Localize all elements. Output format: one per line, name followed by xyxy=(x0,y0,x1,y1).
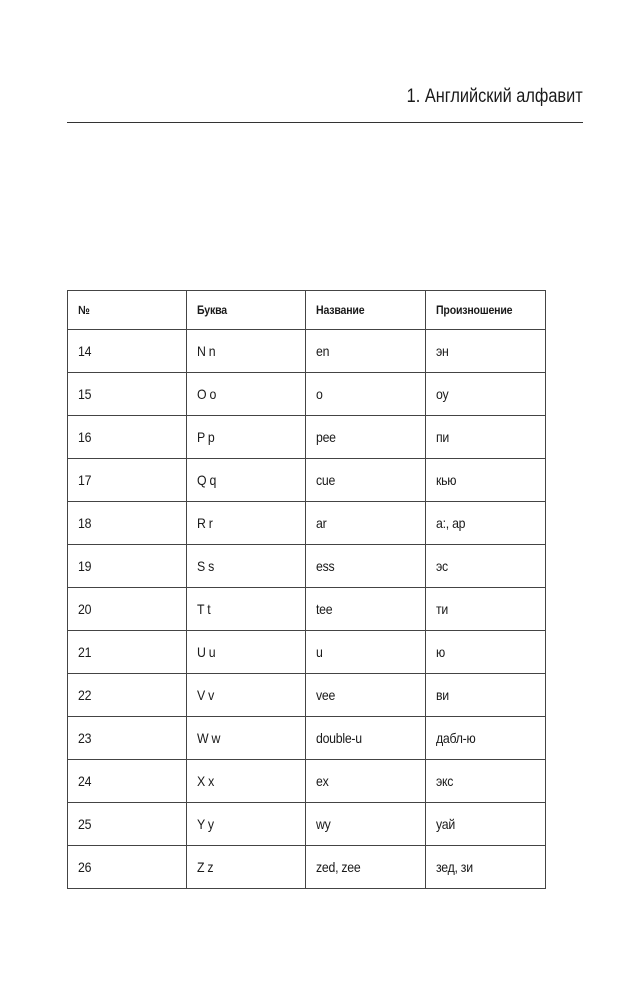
cell-pronunciation-text: оу xyxy=(436,386,449,402)
cell-name-text: u xyxy=(316,644,323,660)
cell-name xyxy=(306,588,426,631)
cell-number xyxy=(68,416,187,459)
cell-letter-text: V v xyxy=(197,687,215,703)
cell-letter-text: W w xyxy=(197,730,221,746)
cell-letter xyxy=(187,760,306,803)
cell-pronunciation-text: пи xyxy=(436,429,450,445)
cell-name-text: cue xyxy=(316,472,336,488)
cell-name xyxy=(306,631,426,674)
cell-number xyxy=(68,502,187,545)
cell-letter xyxy=(187,330,306,373)
cell-number-text: 16 xyxy=(78,429,92,445)
cell-number xyxy=(68,760,187,803)
cell-pronunciation-text: кью xyxy=(436,472,457,488)
cell-letter-text: O o xyxy=(197,386,217,402)
cell-name-text: double-u xyxy=(316,730,362,746)
cell-pronunciation xyxy=(426,502,546,545)
cell-name-text: tee xyxy=(316,601,333,617)
cell-pronunciation xyxy=(426,760,546,803)
cell-name-text: ex xyxy=(316,773,329,789)
table-row xyxy=(68,803,546,846)
alphabet-table xyxy=(67,290,546,889)
table-header-row xyxy=(68,291,546,330)
column-header-name xyxy=(306,291,426,330)
column-header-letter xyxy=(187,291,306,330)
cell-letter-text: T t xyxy=(197,601,211,617)
table-row xyxy=(68,330,546,373)
table-row xyxy=(68,416,546,459)
cell-name-text: ess xyxy=(316,558,335,574)
cell-pronunciation-text: ти xyxy=(436,601,449,617)
cell-pronunciation xyxy=(426,330,546,373)
cell-letter-text: X x xyxy=(197,773,215,789)
cell-letter xyxy=(187,588,306,631)
column-header-number-label: № xyxy=(78,303,90,317)
cell-number xyxy=(68,545,187,588)
cell-number-text: 24 xyxy=(78,773,92,789)
cell-letter xyxy=(187,803,306,846)
table-row xyxy=(68,674,546,717)
cell-pronunciation-text: а:, ар xyxy=(436,515,466,531)
cell-name xyxy=(306,717,426,760)
table-row xyxy=(68,717,546,760)
cell-pronunciation xyxy=(426,674,546,717)
cell-letter-text: R r xyxy=(197,515,213,531)
cell-name xyxy=(306,803,426,846)
table-row xyxy=(68,459,546,502)
cell-name-text: zed, zee xyxy=(316,859,361,875)
cell-pronunciation-text: уай xyxy=(436,816,455,832)
cell-number-text: 22 xyxy=(78,687,92,703)
cell-number-text: 20 xyxy=(78,601,92,617)
cell-name xyxy=(306,545,426,588)
table-row xyxy=(68,631,546,674)
cell-name xyxy=(306,330,426,373)
column-header-letter-label: Буква xyxy=(197,303,227,317)
cell-name-text: ar xyxy=(316,515,327,531)
cell-pronunciation-text: дабл-ю xyxy=(436,730,476,746)
cell-letter xyxy=(187,545,306,588)
cell-name xyxy=(306,846,426,889)
cell-name xyxy=(306,373,426,416)
cell-number xyxy=(68,846,187,889)
column-header-name-label: Название xyxy=(316,303,365,317)
cell-pronunciation xyxy=(426,631,546,674)
column-header-number xyxy=(68,291,187,330)
table-row xyxy=(68,545,546,588)
cell-name-text: en xyxy=(316,343,330,359)
cell-pronunciation-text: зед, зи xyxy=(436,859,473,875)
cell-pronunciation-text: ю xyxy=(436,644,445,660)
cell-number xyxy=(68,631,187,674)
cell-letter xyxy=(187,846,306,889)
cell-name xyxy=(306,760,426,803)
table-row xyxy=(68,502,546,545)
cell-pronunciation xyxy=(426,588,546,631)
cell-number-text: 19 xyxy=(78,558,92,574)
cell-number xyxy=(68,674,187,717)
cell-number xyxy=(68,330,187,373)
cell-letter-text: Y y xyxy=(197,816,214,832)
cell-letter xyxy=(187,674,306,717)
cell-number-text: 17 xyxy=(78,472,92,488)
cell-pronunciation xyxy=(426,459,546,502)
table-row xyxy=(68,760,546,803)
table-row xyxy=(68,373,546,416)
table-row xyxy=(68,588,546,631)
cell-number xyxy=(68,803,187,846)
cell-name xyxy=(306,459,426,502)
cell-letter xyxy=(187,631,306,674)
cell-pronunciation-text: эн xyxy=(436,343,449,359)
table-body xyxy=(68,330,546,889)
cell-name-text: pee xyxy=(316,429,336,445)
cell-letter-text: P p xyxy=(197,429,215,445)
cell-letter-text: S s xyxy=(197,558,215,574)
cell-name xyxy=(306,416,426,459)
cell-letter xyxy=(187,502,306,545)
column-header-pronunciation xyxy=(426,291,546,330)
cell-pronunciation-text: эс xyxy=(436,558,448,574)
cell-name xyxy=(306,674,426,717)
cell-pronunciation xyxy=(426,803,546,846)
cell-letter-text: U u xyxy=(197,644,216,660)
cell-pronunciation xyxy=(426,717,546,760)
cell-name xyxy=(306,502,426,545)
cell-letter xyxy=(187,459,306,502)
cell-number-text: 25 xyxy=(78,816,92,832)
cell-name-text: o xyxy=(316,386,323,402)
cell-pronunciation-text: экс xyxy=(436,773,454,789)
cell-number xyxy=(68,459,187,502)
cell-letter-text: N n xyxy=(197,343,216,359)
cell-letter-text: Q q xyxy=(197,472,217,488)
cell-pronunciation xyxy=(426,545,546,588)
cell-number-text: 21 xyxy=(78,644,92,660)
cell-letter xyxy=(187,416,306,459)
cell-name-text: vee xyxy=(316,687,336,703)
cell-letter-text: Z z xyxy=(197,859,214,875)
cell-pronunciation xyxy=(426,373,546,416)
cell-number-text: 26 xyxy=(78,859,92,875)
cell-pronunciation xyxy=(426,846,546,889)
page-header-title: 1. Английский алфавит xyxy=(406,86,583,107)
cell-number xyxy=(68,588,187,631)
cell-pronunciation xyxy=(426,416,546,459)
cell-pronunciation-text: ви xyxy=(436,687,449,703)
cell-name-text: wy xyxy=(316,816,331,832)
cell-letter xyxy=(187,373,306,416)
header-divider xyxy=(67,122,583,123)
cell-number xyxy=(68,373,187,416)
cell-number xyxy=(68,717,187,760)
cell-number-text: 14 xyxy=(78,343,92,359)
cell-number-text: 15 xyxy=(78,386,92,402)
column-header-pronunciation-label: Произношение xyxy=(436,303,513,317)
cell-number-text: 18 xyxy=(78,515,92,531)
table-row xyxy=(68,846,546,889)
cell-letter xyxy=(187,717,306,760)
cell-number-text: 23 xyxy=(78,730,92,746)
